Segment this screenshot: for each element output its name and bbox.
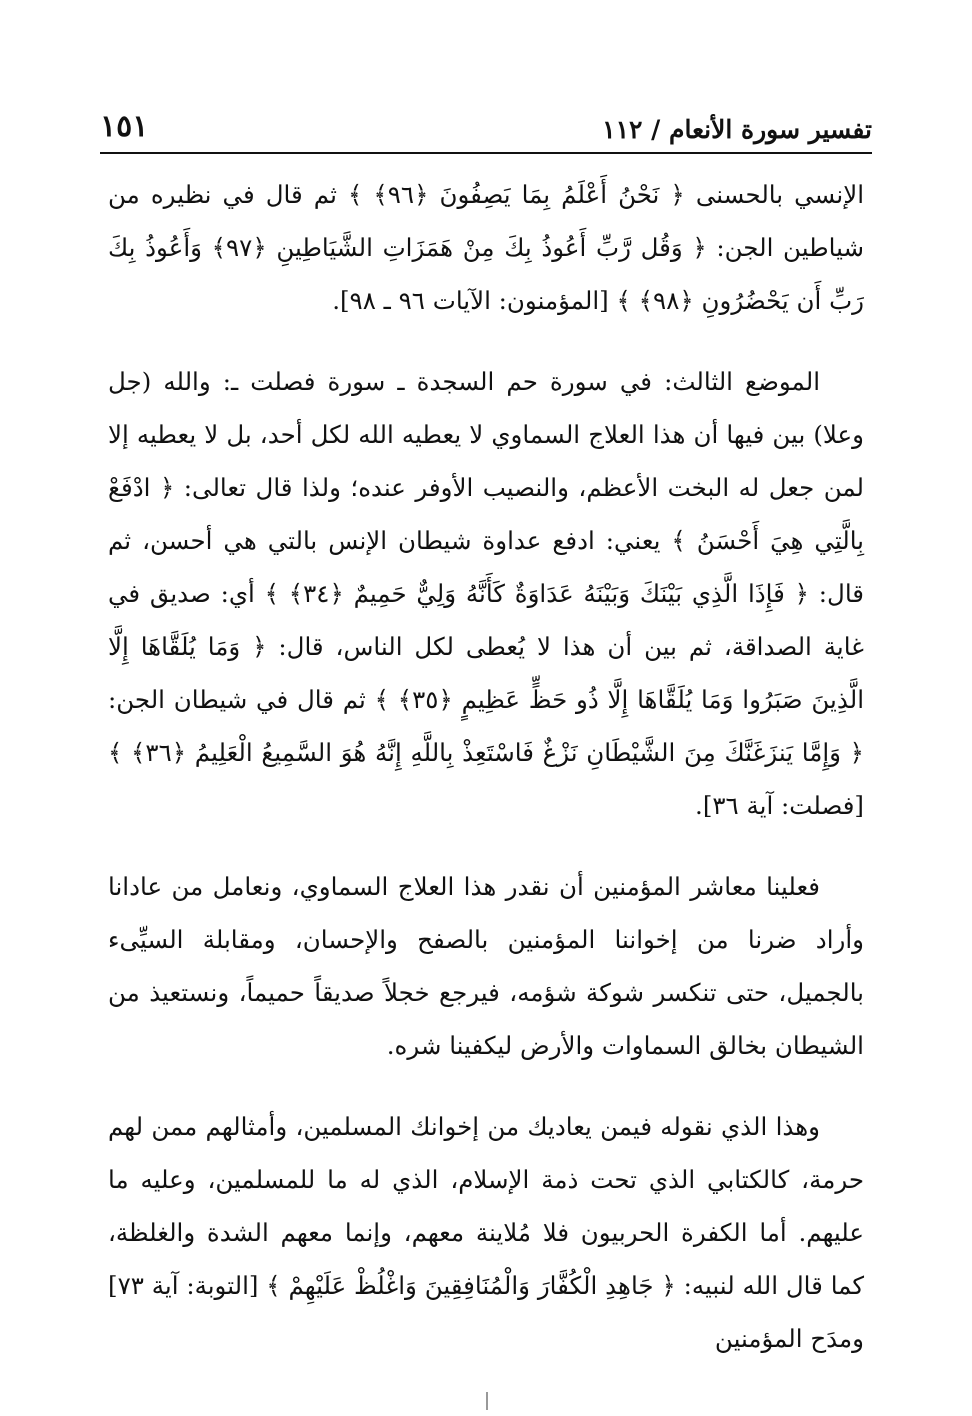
running-title: تفسير سورة الأنعام / ١١٢ [602,115,872,144]
page-number: ١٥١ [100,109,149,144]
paragraph-3: فعلينا معاشر المؤمنين أن نقدر هذا العلاج السماوي، ونعامل من عادانا وأراد ضرنا من إخواننا المؤمنين بالصفح والإحسان، ومقابلة السيِّىء بالجميل، حتى تنكسر شوكة شؤمه، فيرجع خجلاً صديقاً حميماً، ونستعيذ من الشيطان بخالق السماوات والأرض ليكفينا شره. [108,872,864,1060]
page-body [108,168,864,1365]
paragraph-gap [108,327,864,355]
page-header [100,104,872,144]
paragraph-gap [108,832,864,860]
page-edge-mark [486,1392,488,1410]
paragraph-1: الإنسي بالحسنى ﴿ نَحْنُ أَعْلَمُ بِمَا يَصِفُونَ ﴿٩٦﴾ ﴾ ثم قال في نظيره من شياطين الجن: ﴿ وَقُل رَّبِّ أَعُوذُ بِكَ مِنْ هَمَزَاتِ الشَّيَاطِينِ ﴿٩٧﴾ وَأَعُوذُ بِكَ رَبِّ أَن يَحْضُرُونِ ﴿٩٨﴾ ﴾ [المؤمنون: الآيات ٩٦ ـ ٩٨]. [108,180,865,315]
paragraph-4: وهذا الذي نقوله فيمن يعاديك من إخوانك المسلمين، وأمثالهم ممن لهم حرمة، كالكتابي الذي تحت ذمة الإسلام، الذي له ما للمسلمين، وعليه ما عليهم. أما الكفرة الحربيون فلا مُلاينة معهم، وإنما معهم الشدة والغلظة، كما قال الله لنبيه: ﴿ جَاهِدِ الْكُفَّارَ وَالْمُنَافِقِينَ وَاغْلُظْ عَلَيْهِمْ ﴾ [التوبة: آية ٧٣] ومدَح المؤمنين [108,1112,864,1353]
paragraph-gap [108,1072,864,1100]
header-divider [100,152,872,154]
paragraph-2: الموضع الثالث: في سورة حم السجدة ـ سورة فصلت ـ: والله (جل وعلا) بين فيها أن هذا العلاج السماوي لا يعطيه الله لكل أحد، بل لا يعطيه إلا لمن جعل له البخت الأعظم، والنصيب الأوفر عنده؛ ولذا قال تعالى: ﴿ ادْفَعْ بِالَّتِي هِيَ أَحْسَنُ ﴾ يعني: ادفع عداوة شيطان الإنس بالتي هي أحسن، ثم قال: ﴿ فَإِذَا الَّذِي بَيْنَكَ وَبَيْنَهُ عَدَاوَةٌ كَأَنَّهُ وَلِيٌّ حَمِيمٌ ﴿٣٤﴾ ﴾ أي: صديق في غاية الصداقة، ثم بين أن هذا لا يُعطى لكل الناس، قال: ﴿ وَمَا يُلَقَّاهَا إِلَّا الَّذِينَ صَبَرُوا وَمَا يُلَقَّاهَا إِلَّا ذُو حَظٍّ عَظِيمٍ ﴿٣٥﴾ ﴾ ثم قال في شيطان الجن: ﴿ وَإِمَّا يَنزَغَنَّكَ مِنَ الشَّيْطَانِ نَزْغٌ فَاسْتَعِذْ بِاللَّهِ إِنَّهُ هُوَ السَّمِيعُ الْعَلِيمُ ﴿٣٦﴾ ﴾ [فصلت: آية ٣٦]. [108,367,865,820]
